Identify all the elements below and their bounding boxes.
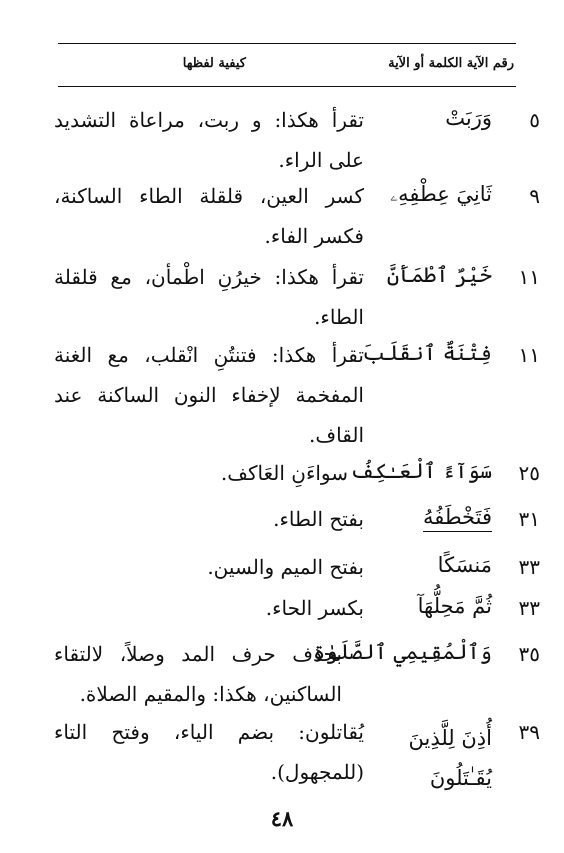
entry-3	[0, 257, 564, 337]
pronunciation-text: بفتح الطاء.	[273, 507, 364, 531]
quran-word: سَوَآءً ٱلْعَـٰكِفُ	[349, 459, 492, 483]
pronunciation-text: سواءَنِ العَاكف.	[220, 461, 348, 485]
header-how-label: كيفية لفظها	[182, 56, 246, 71]
entry-6	[0, 499, 564, 539]
verse-number: ٣٥	[518, 642, 540, 666]
header-columns-label: رقم الآية الكلمة أو الآية	[388, 56, 514, 71]
pronunciation-text: يُقاتلون: بضم الياء، وفتح التاء (للمجهول).	[54, 720, 364, 784]
entry-2	[0, 176, 564, 256]
quran-word: وَٱلْمُقِيمِي ٱلصَّلَوٰةِ	[313, 640, 492, 664]
quran-word: ثُمَّ مَحِلُّهَآ	[417, 594, 492, 618]
verse-number: ٢٥	[518, 461, 540, 485]
quran-word: خَيْرٌ ٱطْمَأَنَّ	[386, 263, 492, 287]
pronunciation-text: تقرأ هكذا: خيرُنِ اطْمأن، مع قلقلة الطاء.	[54, 265, 364, 329]
entry-9	[0, 634, 564, 714]
quran-word: فَتَخْطَفُهُ	[423, 505, 492, 532]
verse-number: ٩	[529, 184, 540, 208]
pronunciation-text: كسر العين، قلقلة الطاء الساكنة، فكسر الفاء.	[54, 184, 364, 248]
pronunciation-text: تقرأ هكذا: فتنتُنِ انْقلب، مع الغنة المفخمة لإخفاء النون الساكنة عند القاف.	[54, 343, 364, 447]
header-rule	[58, 86, 516, 87]
entry-1	[0, 100, 564, 180]
verse-number: ٣١	[518, 507, 540, 531]
quran-word: أُذِنَ لِلَّذِينَ يُقَـٰتَلُونَ	[408, 726, 492, 790]
entry-7	[0, 547, 564, 587]
page-number: ٤٨	[270, 806, 294, 831]
verse-number: ٣٩	[518, 720, 540, 744]
verse-number: ٣٣	[518, 555, 540, 579]
entry-10	[0, 712, 564, 792]
verse-number: ٥	[529, 108, 540, 132]
top-rule	[58, 43, 516, 44]
entry-5	[0, 453, 564, 493]
table-header	[58, 50, 516, 80]
entry-4	[0, 335, 564, 455]
verse-number: ١١	[518, 343, 540, 367]
pronunciation-text: بفتح الميم والسين.	[207, 555, 364, 579]
pronunciation-text: تقرأ هكذا: و ربت، مراعاة التشديد على الراء.	[54, 108, 364, 172]
pronunciation-text: بحذف حرف المد وصلاً، لالتقاء الساكنين، هكذا: والمقيم الصلاة.	[54, 642, 342, 706]
quran-word: مَنسَكًا	[437, 553, 492, 577]
quran-word: وَرَبَتْ	[445, 106, 492, 130]
entry-8	[0, 588, 564, 628]
quran-word: ثَانِيَ عِطْفِهِۦ	[390, 182, 492, 206]
pronunciation-text: بكسر الحاء.	[265, 596, 364, 620]
verse-number: ١١	[518, 265, 540, 289]
verse-number: ٣٣	[518, 596, 540, 620]
quran-word: فِتْنَةٌ ٱنقَلَبَ	[362, 341, 492, 365]
